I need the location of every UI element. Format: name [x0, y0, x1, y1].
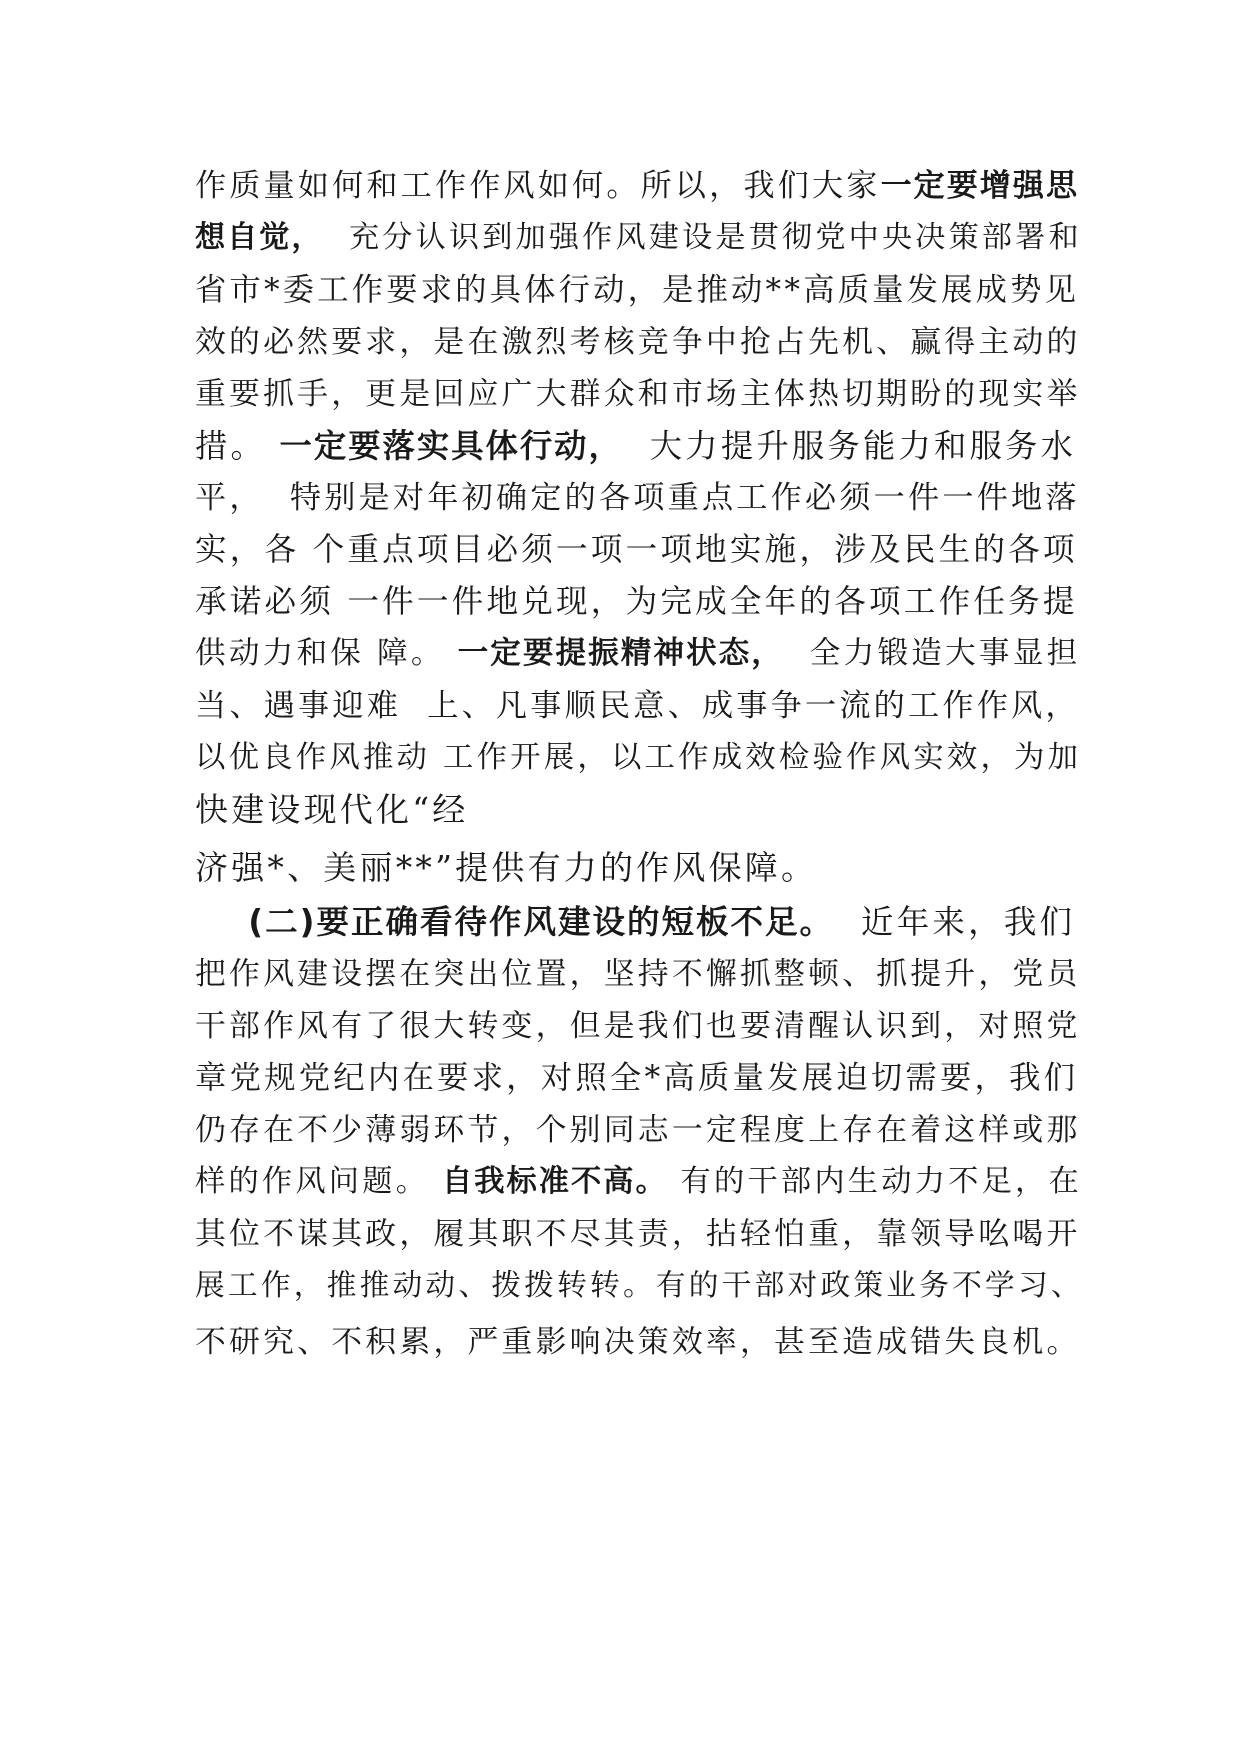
body-text: 干部作风有了很大转变，但是我们也要清醒认识到，对照党: [195, 1008, 1081, 1044]
body-text: 样的作风问题。: [195, 1164, 442, 1199]
text-line: [195, 954, 1081, 994]
text-line: [195, 322, 1081, 362]
text-line: [195, 1322, 1081, 1362]
body-text: 平， 特别是对年初确定的各项重点工作必须一件一件地落: [195, 480, 1080, 516]
text-line: [195, 1162, 1082, 1202]
body-text: 展工作，推推动动、拨拨转转。有的干部对政策业务不学习、: [195, 1268, 1084, 1303]
text-line: [195, 1058, 1078, 1098]
text-line: [195, 374, 1081, 414]
body-text: 章党规党纪内在要求，对照全*高质量发展迫切需要，我们: [195, 1060, 1079, 1096]
body-text: 快建设现代化“经: [195, 790, 469, 829]
body-text: 济强*、美丽**”提供有力的作风保障。: [195, 848, 818, 887]
bold-text: 自我标准不高。: [441, 1164, 668, 1199]
body-text: 以优良作风推动 工作开展，以工作成效检验作风实效，为加: [195, 740, 1082, 775]
text-line: [195, 902, 1075, 942]
bold-text: 想自觉，: [195, 220, 324, 255]
text-line: [195, 582, 1078, 622]
body-text: 不研究、不积累，严重影响决策效率，甚至造成错失良机。: [195, 1324, 1081, 1360]
text-line: [195, 1006, 1081, 1046]
body-text: 有的干部内生动力不足，在: [667, 1164, 1082, 1199]
text-line: [195, 1214, 1081, 1254]
text-line: [195, 426, 1076, 466]
bold-text: (二)要正确看待作风建设的短板不足。: [195, 903, 834, 941]
body-text: 其位不谋其政，履其职不尽其责，拈轻怕重，靠领导吆喝开: [195, 1216, 1081, 1252]
text-line: [195, 270, 1079, 310]
body-text: 近年来，我们: [833, 903, 1076, 941]
text-line: [195, 166, 1079, 206]
body-text: 仍存在不少薄弱环节，个别同志一定程度上存在着这样或那: [195, 1112, 1081, 1148]
bold-text: 一定要增强思: [880, 168, 1080, 204]
text-line: [195, 1110, 1081, 1150]
body-text: 措。: [195, 427, 280, 465]
body-text: 重要抓手，更是回应广大群众和市场主体热切期盼的现实举: [195, 376, 1081, 412]
bold-text: 一定要提振精神状态，: [457, 636, 784, 671]
body-text: 作质量如何和工作作风如何。所以，我们大家: [195, 168, 881, 204]
text-line: [195, 790, 468, 830]
text-line: [195, 848, 817, 888]
text-line: [195, 478, 1080, 518]
text-line: [195, 686, 1080, 726]
text-line: [195, 218, 1082, 258]
body-text: 当、遇事迎难 上、凡事顺民意、成事争一流的工作作风，: [195, 688, 1080, 724]
text-line: [195, 1266, 1084, 1306]
body-text: 效的必然要求，是在激烈考核竞争中抢占先机、赢得主动的: [195, 324, 1081, 360]
body-text: 实，各 个重点项目必须一项一项地实施，涉及民生的各项: [195, 532, 1078, 568]
text-line: [195, 738, 1081, 778]
body-text: 承诺必须 一件一件地兑现，为完成全年的各项工作任务提: [195, 584, 1078, 620]
body-text: 把作风建设摆在突出位置，坚持不懈抓整顿、抓提升，党员: [195, 956, 1081, 992]
bold-text: 一定要落实具体行动，: [279, 427, 623, 465]
body-text: 充分认识到加强作风建设是贯彻党中央决策部署和: [323, 220, 1082, 255]
body-text: 省市*委工作要求的具体行动，是推动**高质量发展成势见: [195, 272, 1080, 308]
body-text: 全力锻造大事显担: [783, 636, 1081, 671]
text-line: [195, 530, 1078, 570]
text-line: [195, 634, 1080, 674]
body-text: 大力提升服务能力和服务水: [622, 427, 1077, 465]
body-text: 供动力和保 障。: [195, 636, 458, 671]
